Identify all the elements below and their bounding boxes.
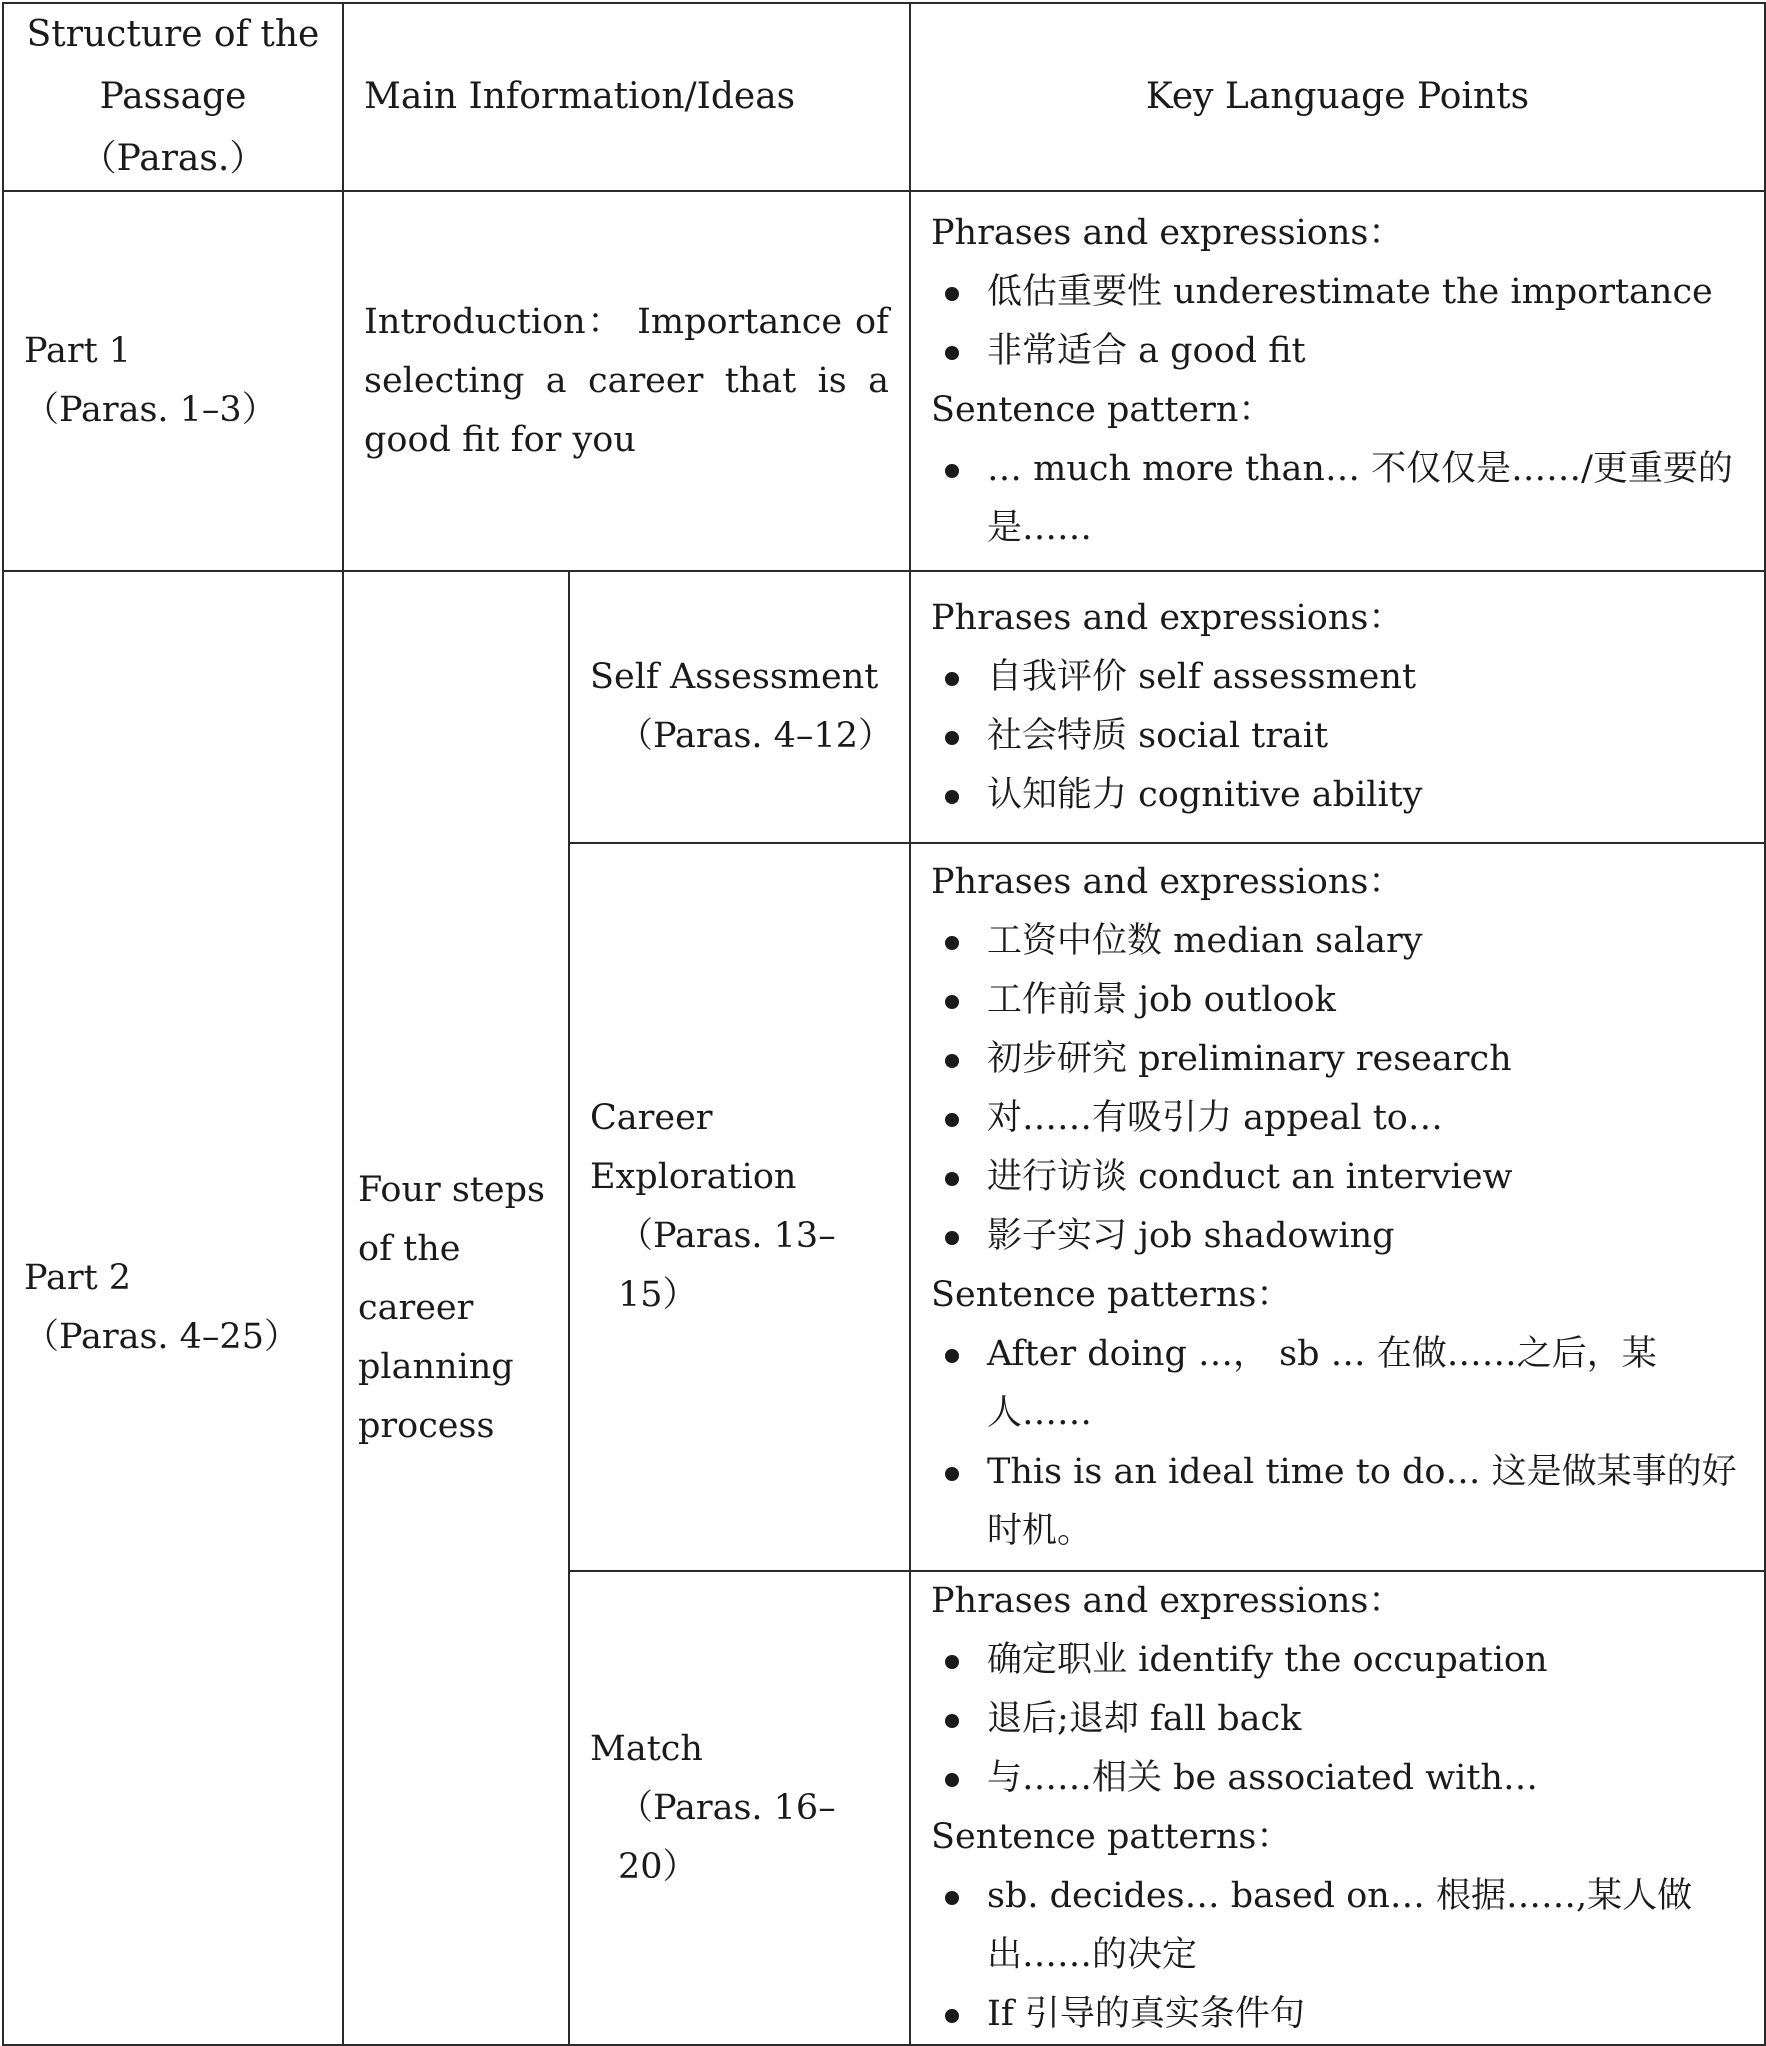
header-key-language: Key Language Points xyxy=(910,3,1765,191)
part1-paras: （Paras. 1–3） xyxy=(24,390,277,430)
part1-row xyxy=(3,191,1765,571)
match-phrases-list xyxy=(931,1631,1744,1808)
explore-phrases-heading: Phrases and expressions： xyxy=(931,862,1404,902)
list-item: 自我评价 self assessment xyxy=(931,648,1744,707)
list-item: 进行访谈 conduct an interview xyxy=(931,1148,1744,1207)
part1-phrases-heading: Phrases and expressions： xyxy=(931,213,1404,253)
part2-paras: （Paras. 4–25） xyxy=(24,1317,299,1357)
header-row xyxy=(3,3,1765,191)
list-item: 对……有吸引力 appeal to… xyxy=(931,1089,1744,1148)
part1-main-info: Introduction： Importance of selecting a career that is a good fit for you xyxy=(343,191,910,571)
list-item: 非常适合 a good fit xyxy=(931,322,1744,381)
list-item: 社会特质 social trait xyxy=(931,707,1744,766)
career-exploration-key-language xyxy=(910,843,1765,1571)
self-phrases-heading: Phrases and expressions： xyxy=(931,598,1404,638)
part2-main-info: Four steps of the career planning process xyxy=(343,571,569,2045)
header-main-info: Main Information/Ideas xyxy=(343,3,910,191)
part1-label: Part 1 xyxy=(24,331,132,371)
career-exploration-step xyxy=(569,843,910,1571)
list-item: This is an ideal time to do… 这是做某事的好时机。 xyxy=(931,1443,1744,1561)
list-item: 初步研究 preliminary research xyxy=(931,1030,1744,1089)
self-assessment-paras: （Paras. 4–12） xyxy=(618,716,893,756)
match-paras: （Paras. 16–20） xyxy=(618,1787,836,1887)
match-sentence-list xyxy=(931,1867,1744,2044)
explore-phrases-list xyxy=(931,912,1744,1266)
part1-phrases-list xyxy=(931,263,1744,381)
list-item: After doing …， sb … 在做……之后，某人…… xyxy=(931,1325,1744,1443)
part1-structure-cell xyxy=(3,191,343,571)
match-title: Match xyxy=(590,1728,703,1769)
match-key-language xyxy=(910,1571,1765,2045)
list-item: If 引导的真实条件句 xyxy=(931,1985,1744,2044)
part2-label: Part 2 xyxy=(24,1258,132,1298)
self-phrases-list xyxy=(931,648,1744,825)
list-item: 工作前景 job outlook xyxy=(931,971,1744,1030)
match-sentence-heading: Sentence patterns： xyxy=(931,1817,1292,1857)
part1-sentence-list xyxy=(931,440,1744,558)
list-item: … much more than… 不仅仅是……/更重要的是…… xyxy=(931,440,1744,558)
list-item: 低估重要性 underestimate the importance xyxy=(931,263,1744,322)
part1-key-language xyxy=(910,191,1765,571)
career-exploration-paras: （Paras. 13–15） xyxy=(618,1216,836,1315)
list-item: 工资中位数 median salary xyxy=(931,912,1744,971)
list-item: 退后;退却 fall back xyxy=(931,1690,1744,1749)
list-item: 确定职业 identify the occupation xyxy=(931,1631,1744,1690)
part1-sentence-heading: Sentence pattern： xyxy=(931,390,1274,430)
list-item: sb. decides… based on… 根据……,某人做出……的决定 xyxy=(931,1867,1744,1985)
match-phrases-heading: Phrases and expressions： xyxy=(931,1581,1404,1621)
self-assessment-key-language xyxy=(910,571,1765,843)
header-structure: Structure of the Passage（Paras.） xyxy=(3,3,343,191)
self-assessment-title: Self Assessment xyxy=(590,657,879,697)
part2-structure-cell xyxy=(3,571,343,2045)
explore-sentence-list xyxy=(931,1325,1744,1561)
self-assessment-step xyxy=(569,571,910,843)
part2-self-row xyxy=(3,571,1765,843)
list-item: 影子实习 job shadowing xyxy=(931,1207,1744,1266)
match-step xyxy=(569,1571,910,2045)
passage-structure-table xyxy=(2,2,1766,2046)
career-exploration-title: Career Exploration xyxy=(590,1098,797,1197)
list-item: 与……相关 be associated with… xyxy=(931,1749,1744,1808)
list-item: 认知能力 cognitive ability xyxy=(931,766,1744,825)
explore-sentence-heading: Sentence patterns： xyxy=(931,1275,1292,1315)
